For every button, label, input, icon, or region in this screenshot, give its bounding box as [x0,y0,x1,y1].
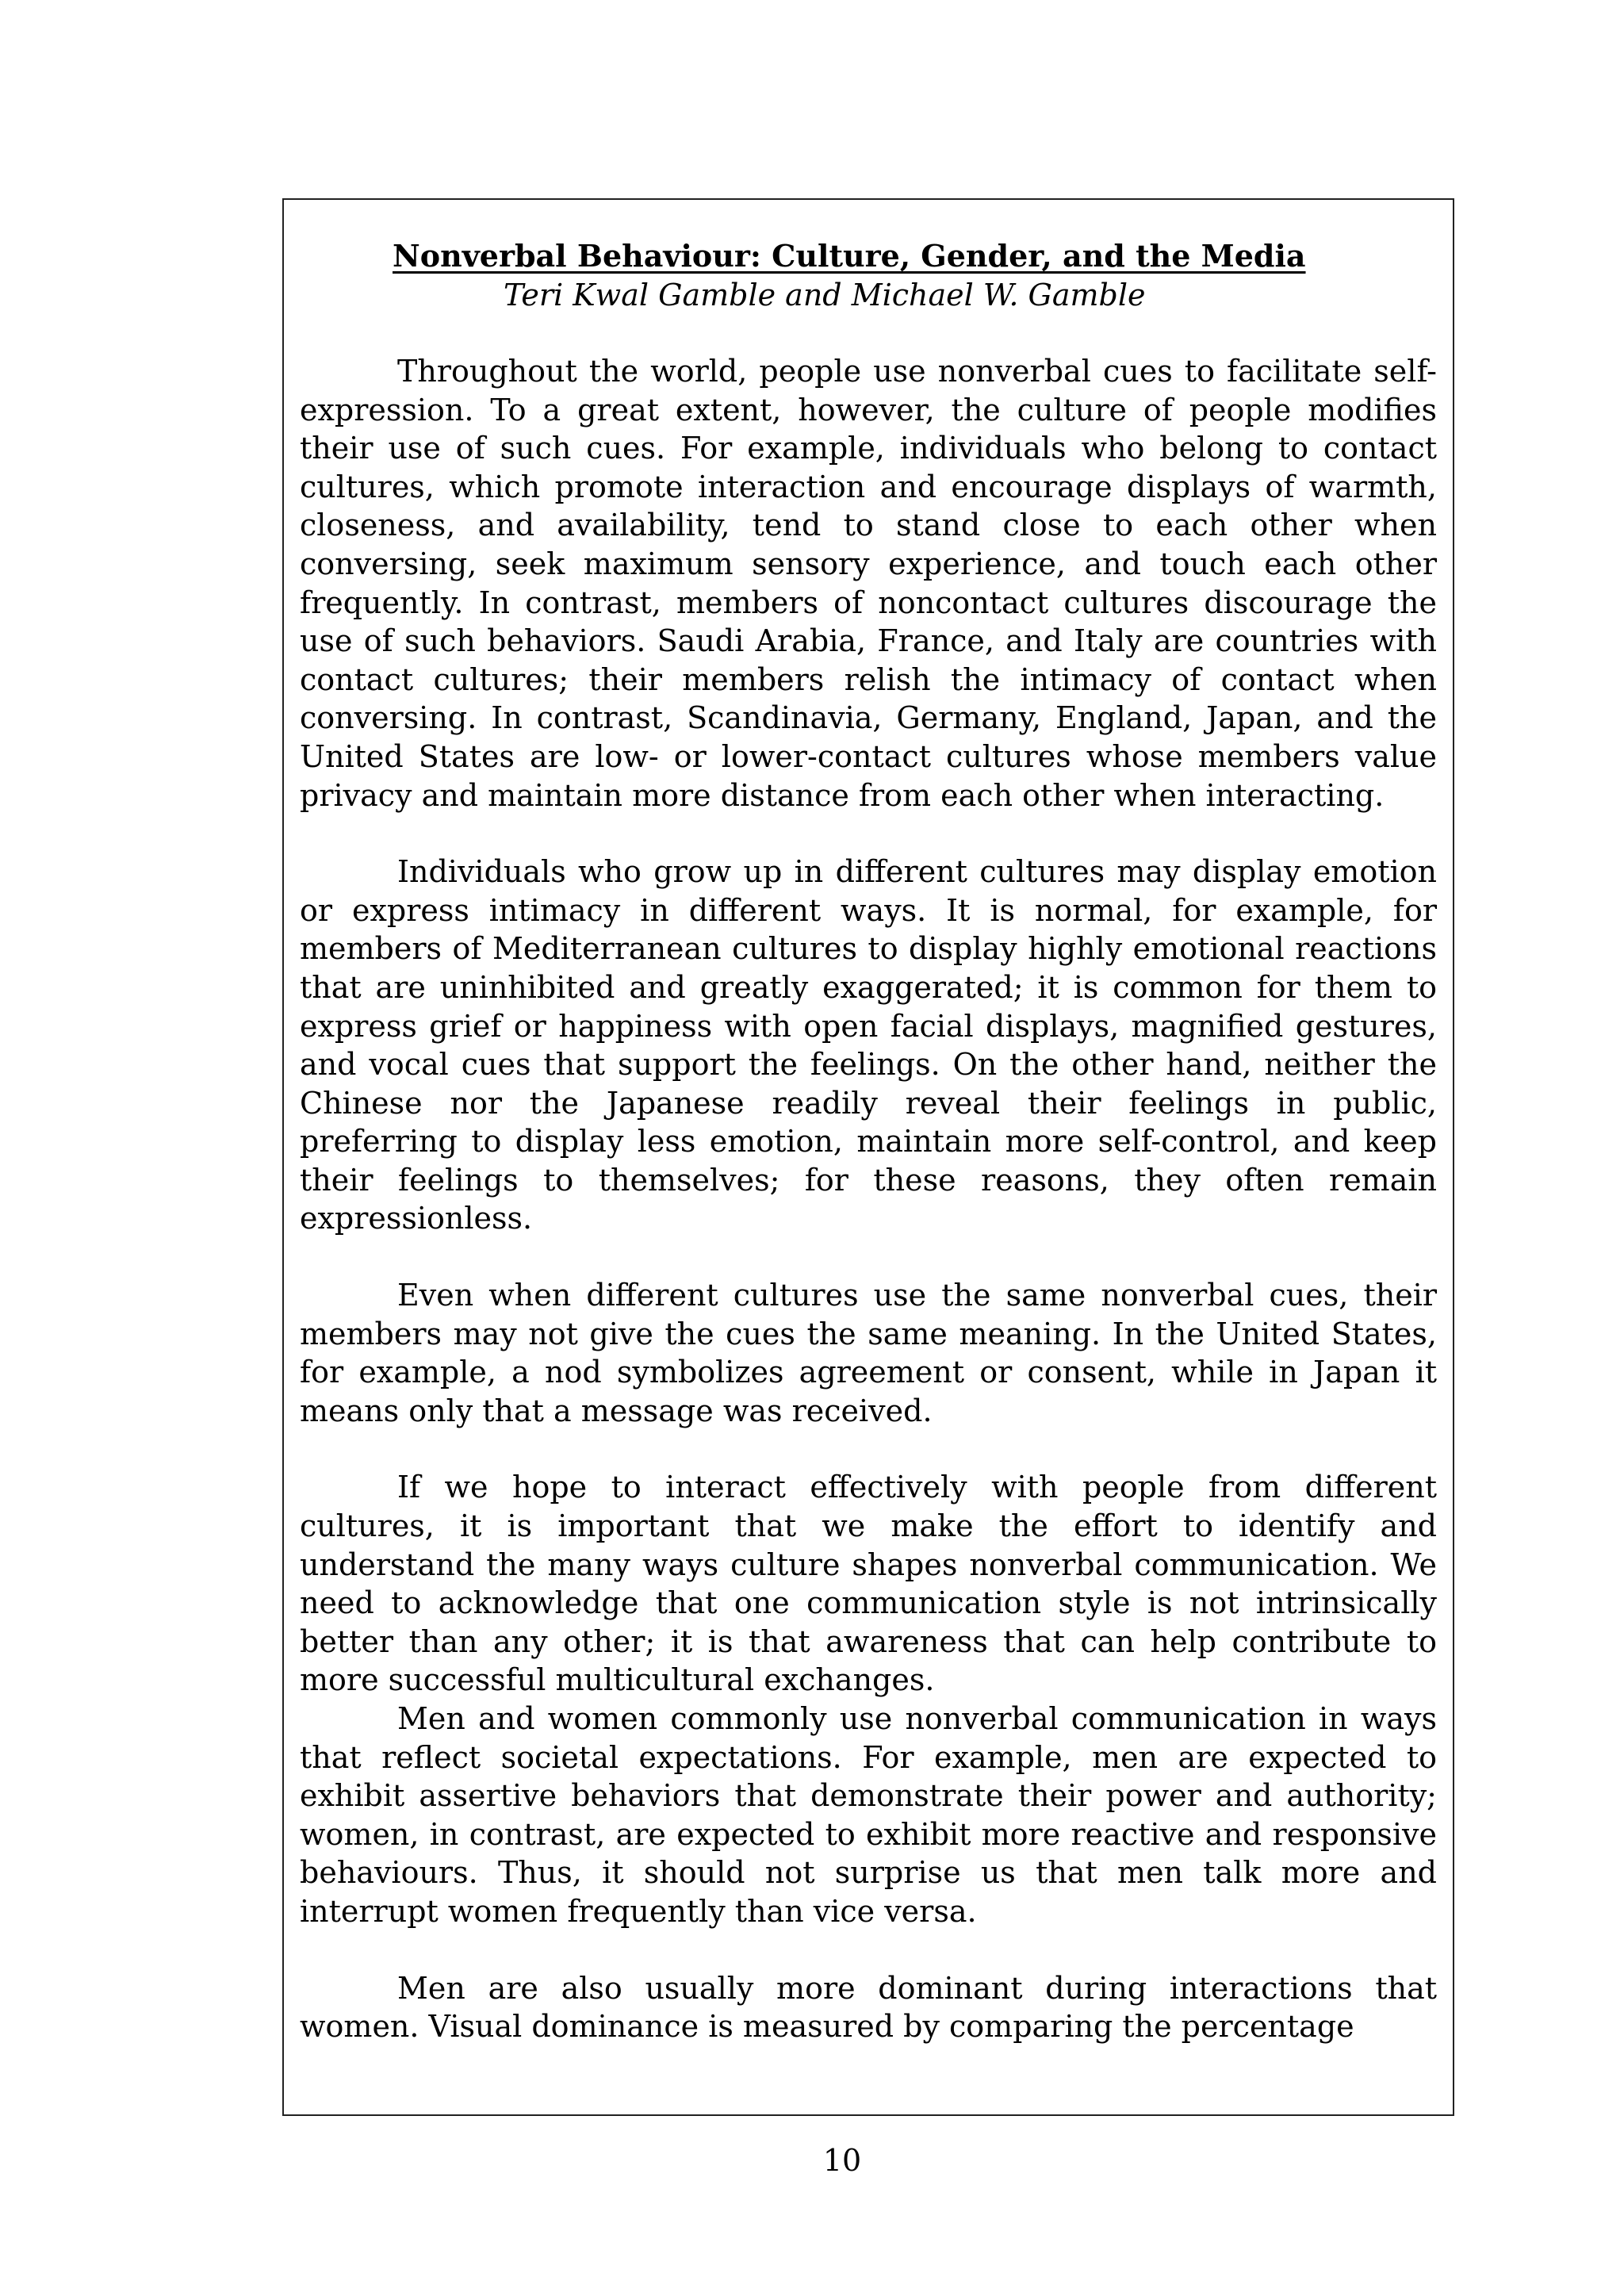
paragraph-4: If we hope to interact effectively with people from different cultures, it is important that we make the effort to identify and understand the many ways culture shapes nonverbal communication. We need to acknowledge that one communication style is not intrinsically better than any other; it is that awareness that can help contribute to more successful multicultural exchanges. [300,1470,1437,1698]
article-title: Nonverbal Behaviour: Culture, Gender, and the Media [393,238,1306,274]
paragraph-3: Even when different cultures use the same nonverbal cues, their members may not give the cues the same meaning. In the United States, for example, a nod symbolizes agreement or consent, while in Japan it means only that a message was received. [300,1278,1437,1428]
paragraph-1: Throughout the world, people use nonverbal cues to facilitate self-expression. To a great extent, however, the culture of people modifies their use of such cues. For example, individuals who belong to contact cultures, which promote interaction and encourage displays of warmth, closeness, and availability, tend to stand close to each other when conversing, seek maximum sensory experience, and touch each other frequently. In contrast, members of noncontact cultures discourage the use of such behaviors. Saudi Arabia, France, and Italy are countries with contact cultures; their members relish the intimacy of contact when conversing. In contrast, Scandinavia, Germany, England, Japan, and the United States are low- or lower-contact cultures whose members value privacy and maintain more distance from each other when interacting. [300,354,1437,813]
page-number: 10 [822,2143,862,2178]
paragraph-6: Men are also usually more dominant during interactions that women. Visual dominance is measured by comparing the percentage [300,1970,1437,2045]
paragraph-5: Men and women commonly use nonverbal communication in ways that reflect societal expectations. For example, men are expected to exhibit assertive behaviors that demonstrate their power and authority; women, in contrast, are expected to exhibit more reactive and responsive behaviours. Thus, it should not surprise us that men talk more and interrupt women frequently than vice versa. [300,1701,1437,1929]
text-box-frame [282,198,1454,2116]
article-authors: Teri Kwal Gamble and Michael W. Gamble [504,278,1146,312]
paragraph-2: Individuals who grow up in different cultures may display emotion or express intimacy in different ways. It is normal, for example, for members of Mediterranean cultures to display highly emotional reactions that are uninhibited and greatly exaggerated; it is common for them to express grief or happiness with open facial displays, magnified gestures, and vocal cues that support the feelings. On the other hand, neither the Chinese nor the Japanese readily reveal their feelings in public, preferring to display less emotion, maintain more self-control, and keep their feelings to themselves; for these reasons, they often remain expressionless. [300,854,1437,1236]
